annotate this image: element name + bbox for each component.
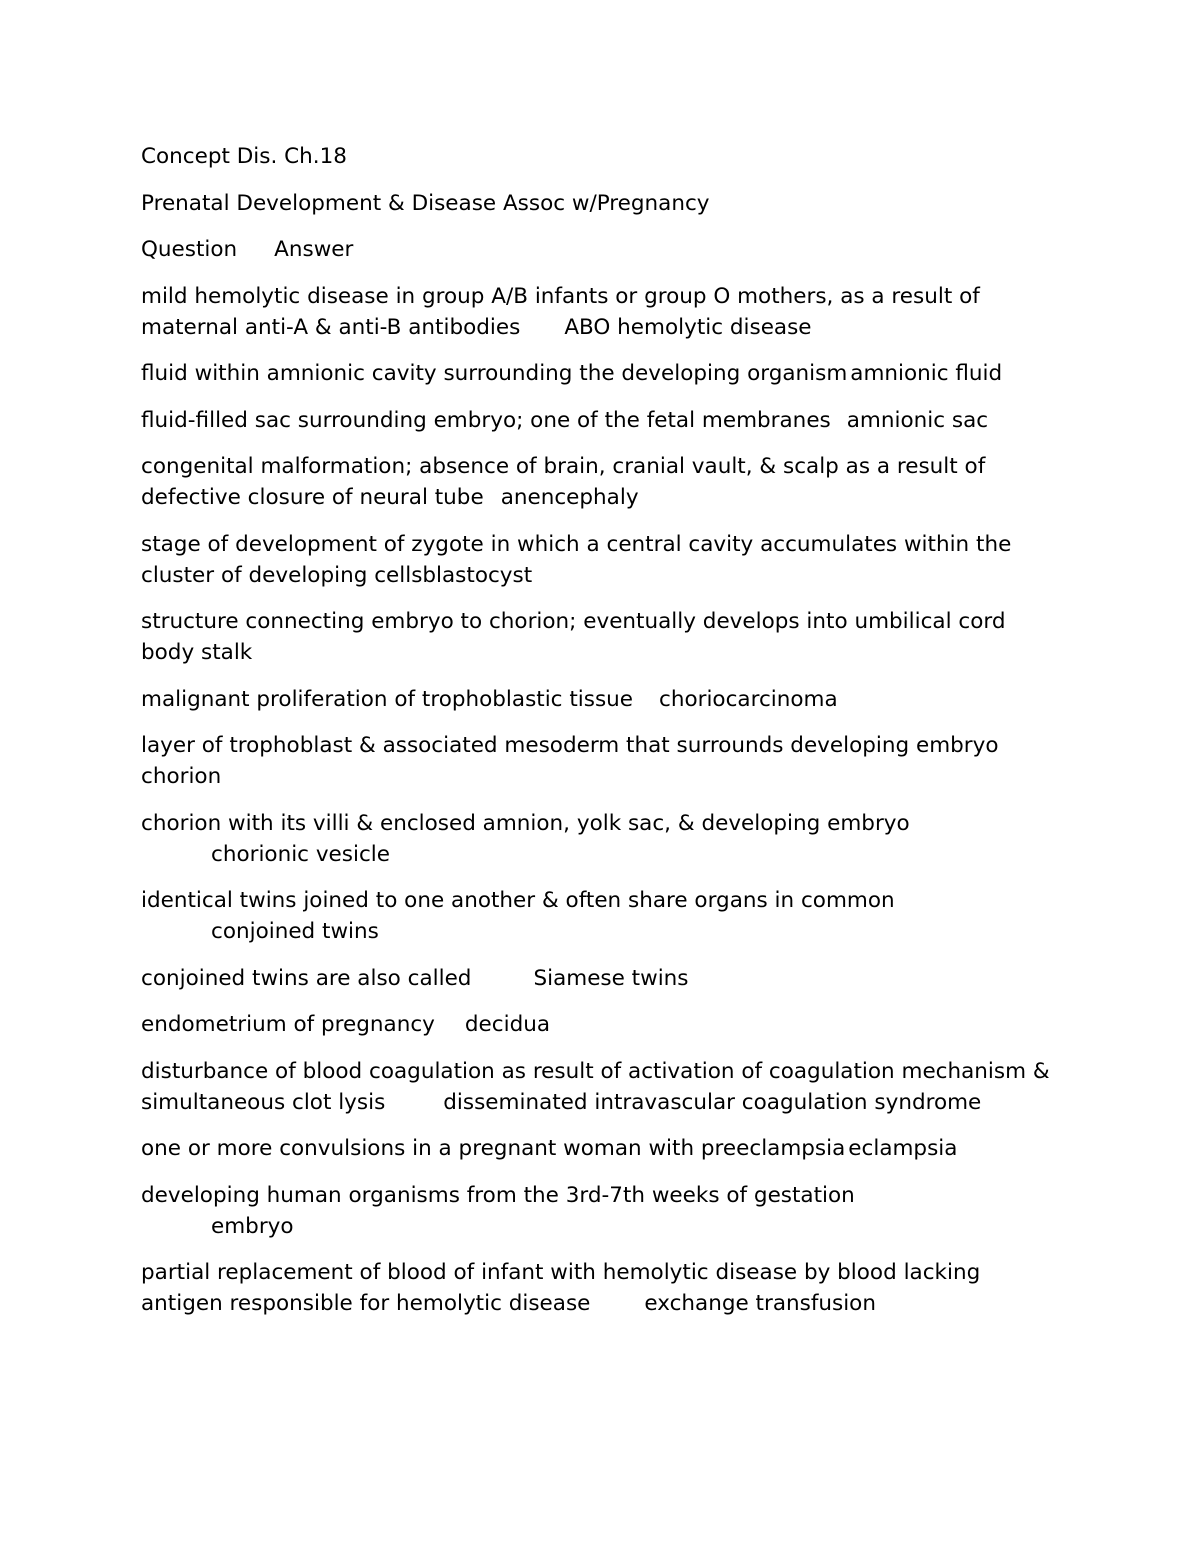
column-header [141,234,1061,265]
entry [141,1009,1061,1040]
entry-answer: chorion [141,764,222,789]
entry-question: mild hemolytic disease in group A/B infants or group O mothers, as a result of maternal anti-A & anti-B antibodies [141,283,987,340]
entry [141,281,1061,343]
entry-question: identical twins joined to one another & often share organs in common [141,888,895,913]
entry-answer: amnionic fluid [850,361,1003,386]
entry-question: one or more convulsions in a pregnant woman with preeclampsia [141,1136,846,1161]
document-page [141,141,1061,1335]
entry-question: fluid within amnionic cavity surrounding the developing organism [141,361,848,386]
entry-question: stage of development of zygote in which a central cavity accumulates within the cluster of developing cells [141,531,1019,588]
entry-question: structure connecting embryo to chorion; eventually develops into umbilical cord [141,609,1006,634]
entry [141,405,1061,436]
entry-answer: anencephaly [500,485,639,510]
entry-answer: conjoined twins [211,919,379,944]
entry [141,1257,1061,1319]
document-subtitle: Prenatal Development & Disease Assoc w/Pregnancy [141,190,710,216]
entry-question: layer of trophoblast & associated mesoderm that surrounds developing embryo [141,733,999,758]
entry-question: disturbance of blood coagulation as result of activation of coagulation mechanism & simultaneous clot lysis [141,1058,1057,1115]
entry-answer: embryo [211,1213,294,1239]
entry [141,529,1061,591]
entry [141,1133,1061,1164]
entry-answer: chorionic vesicle [211,841,390,867]
entry-answer: Siamese twins [533,965,689,991]
entry [141,684,1061,715]
entry [141,358,1061,389]
entry [141,963,1061,994]
entry-question: developing human organisms from the 3rd-7th weeks of gestation [141,1182,855,1208]
entry-answer: ABO hemolytic disease [564,314,812,340]
entry-answer: amnionic sac [846,407,989,433]
entry-question: fluid-filled sac surrounding embryo; one of the fetal membranes [141,407,831,433]
entry-answer: body stalk [141,640,253,665]
entry [141,1056,1061,1118]
entry-question: endometrium of pregnancy [141,1012,435,1037]
entry-question: chorion with its villi & enclosed amnion, yolk sac, & developing embryo [141,810,910,836]
entry [141,730,1061,792]
question-header: Question [141,237,238,262]
entry-answer: blastocyst [422,562,533,588]
entry [141,885,1061,947]
entry-answer: exchange transfusion [644,1291,876,1316]
entry-question: malignant proliferation of trophoblastic tissue [141,686,634,712]
entry [141,1180,1061,1242]
entry-question: conjoined twins are also called [141,965,472,991]
entry-question: congenital malformation; absence of brain, cranial vault, & scalp as a result of defective closure of neural tube [141,454,993,510]
entry [141,451,1061,513]
entry-answer: eclampsia [848,1136,958,1161]
entry [141,606,1061,668]
answer-header: Answer [274,237,354,262]
entry-question: partial replacement of blood of infant with hemolytic disease by blood lacking antigen responsible for hemolytic disease [141,1260,988,1316]
entry [141,808,1061,870]
document-title: Concept Dis. Ch.18 [141,144,347,169]
entry-answer: choriocarcinoma [659,686,838,712]
entry-answer: disseminated intravascular coagulation syndrome [443,1089,982,1115]
entry-answer: decidua [464,1012,551,1037]
